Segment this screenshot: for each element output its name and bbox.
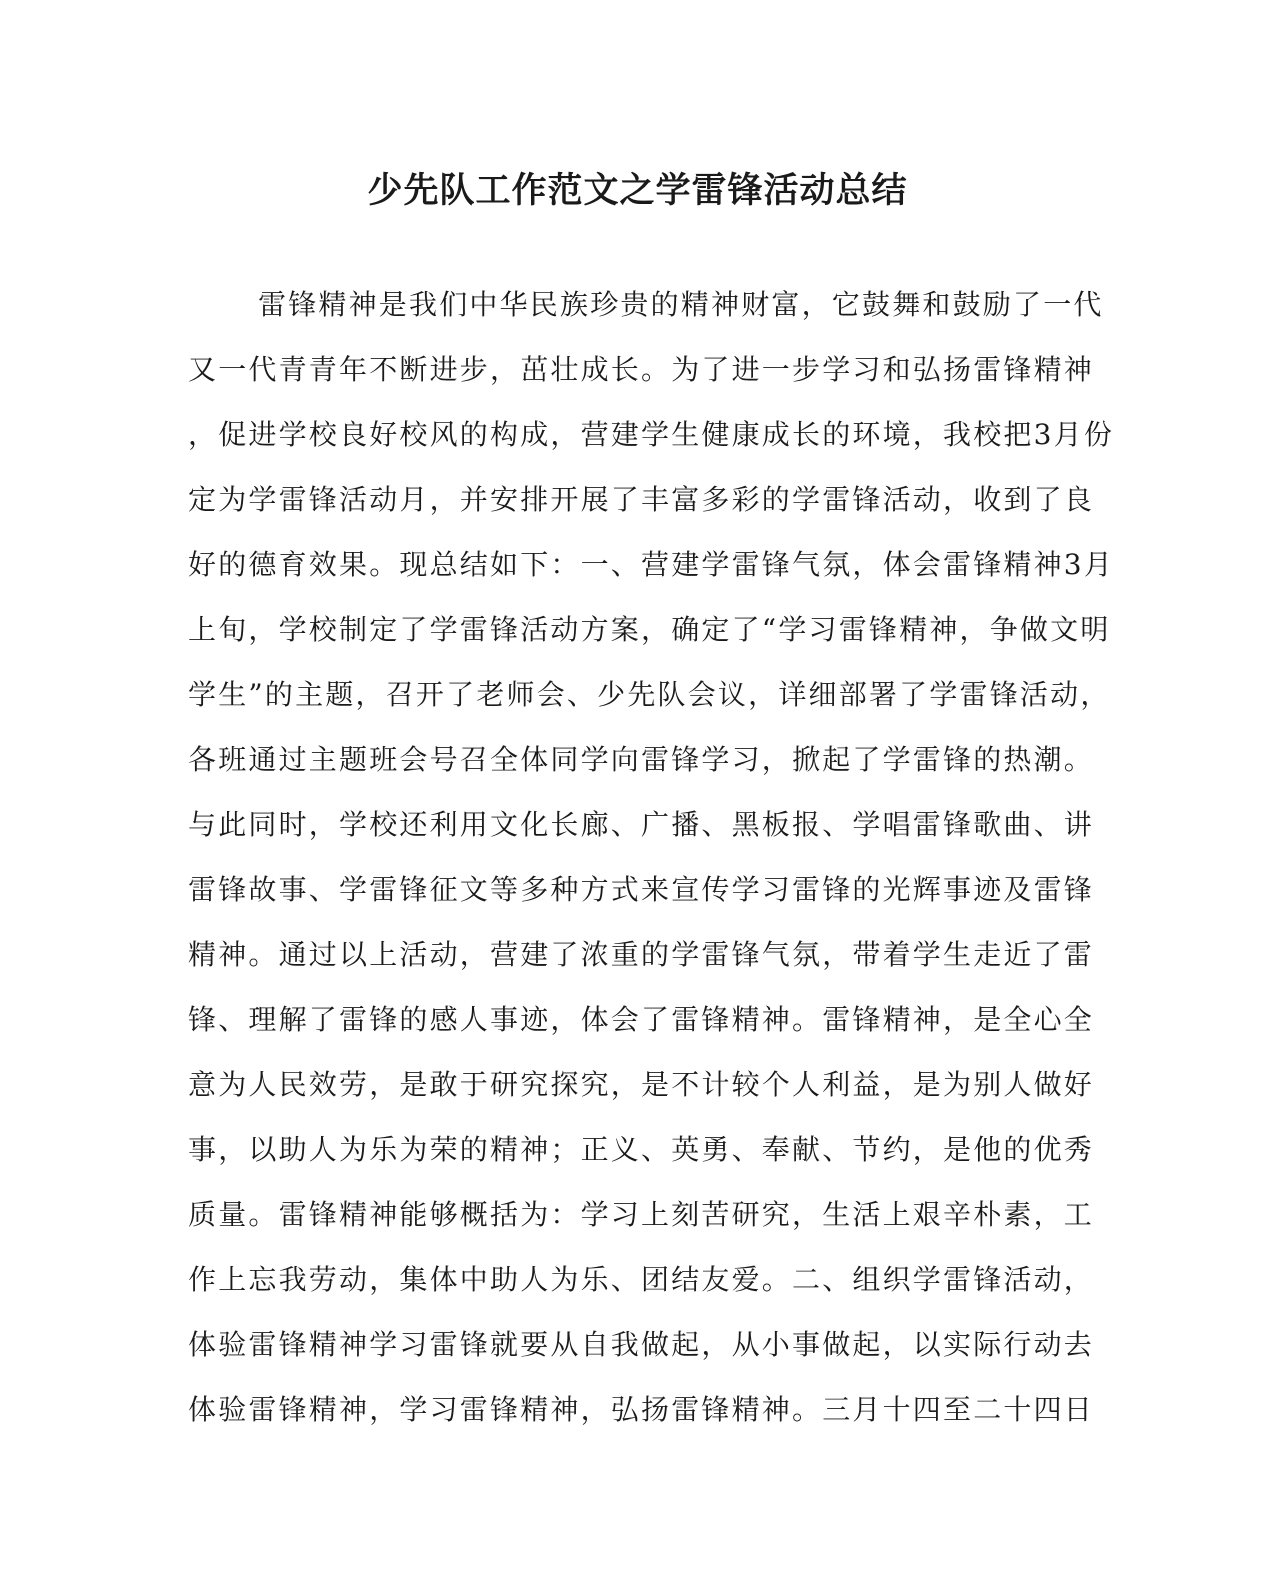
- body-line: 质量。雷锋精神能够概括为：学习上刻苦研究，生活上艰辛朴素，工: [188, 1198, 1095, 1231]
- document-title: 少先队工作范文之学雷锋活动总结: [367, 171, 908, 211]
- body-line: 好的德育效果。现总结如下：一、营建学雷锋气氛，体会雷锋精神3月: [188, 548, 1115, 581]
- body-line: 学生”的主题，召开了老师会、少先队会议，详细部署了学雷锋活动，: [188, 678, 1111, 711]
- body-line: 作上忘我劳动，集体中助人为乐、团结友爱。二、组织学雷锋活动，: [188, 1263, 1095, 1296]
- body-line: 雷锋故事、学雷锋征文等多种方式来宣传学习雷锋的光辉事迹及雷锋: [188, 873, 1095, 906]
- body-line: 精神。通过以上活动，营建了浓重的学雷锋气氛，带着学生走近了雷: [188, 938, 1095, 971]
- body-line: ，促进学校良好校风的构成，营建学生健康成长的环境，我校把3月份: [188, 418, 1115, 451]
- body-line: 体验雷锋精神学习雷锋就要从自我做起，从小事做起，以实际行动去: [188, 1328, 1095, 1361]
- document-body: [188, 272, 1115, 1442]
- body-line: 意为人民效劳，是敢于研究探究，是不计较个人利益，是为别人做好: [188, 1068, 1095, 1101]
- body-line: 锋、理解了雷锋的感人事迹，体会了雷锋精神。雷锋精神，是全心全: [188, 1003, 1095, 1036]
- body-line: 定为学雷锋活动月，并安排开展了丰富多彩的学雷锋活动，收到了良: [188, 483, 1095, 516]
- body-line: 各班通过主题班会号召全体同学向雷锋学习，掀起了学雷锋的热潮。: [188, 743, 1095, 776]
- body-line: 上旬，学校制定了学雷锋活动方案，确定了“学习雷锋精神，争做文明: [188, 613, 1111, 646]
- body-line: 体验雷锋精神，学习雷锋精神，弘扬雷锋精神。三月十四至二十四日: [188, 1393, 1095, 1426]
- body-line: 与此同时，学校还利用文化长廊、广播、黑板报、学唱雷锋歌曲、讲: [188, 808, 1095, 841]
- body-line: 又一代青青年不断进步，茁壮成长。为了进一步学习和弘扬雷锋精神: [188, 353, 1095, 386]
- body-line: 雷锋精神是我们中华民族珍贵的精神财富，它鼓舞和鼓励了一代: [258, 288, 1104, 321]
- body-line: 事，以助人为乐为荣的精神；正义、英勇、奉献、节约，是他的优秀: [188, 1133, 1095, 1166]
